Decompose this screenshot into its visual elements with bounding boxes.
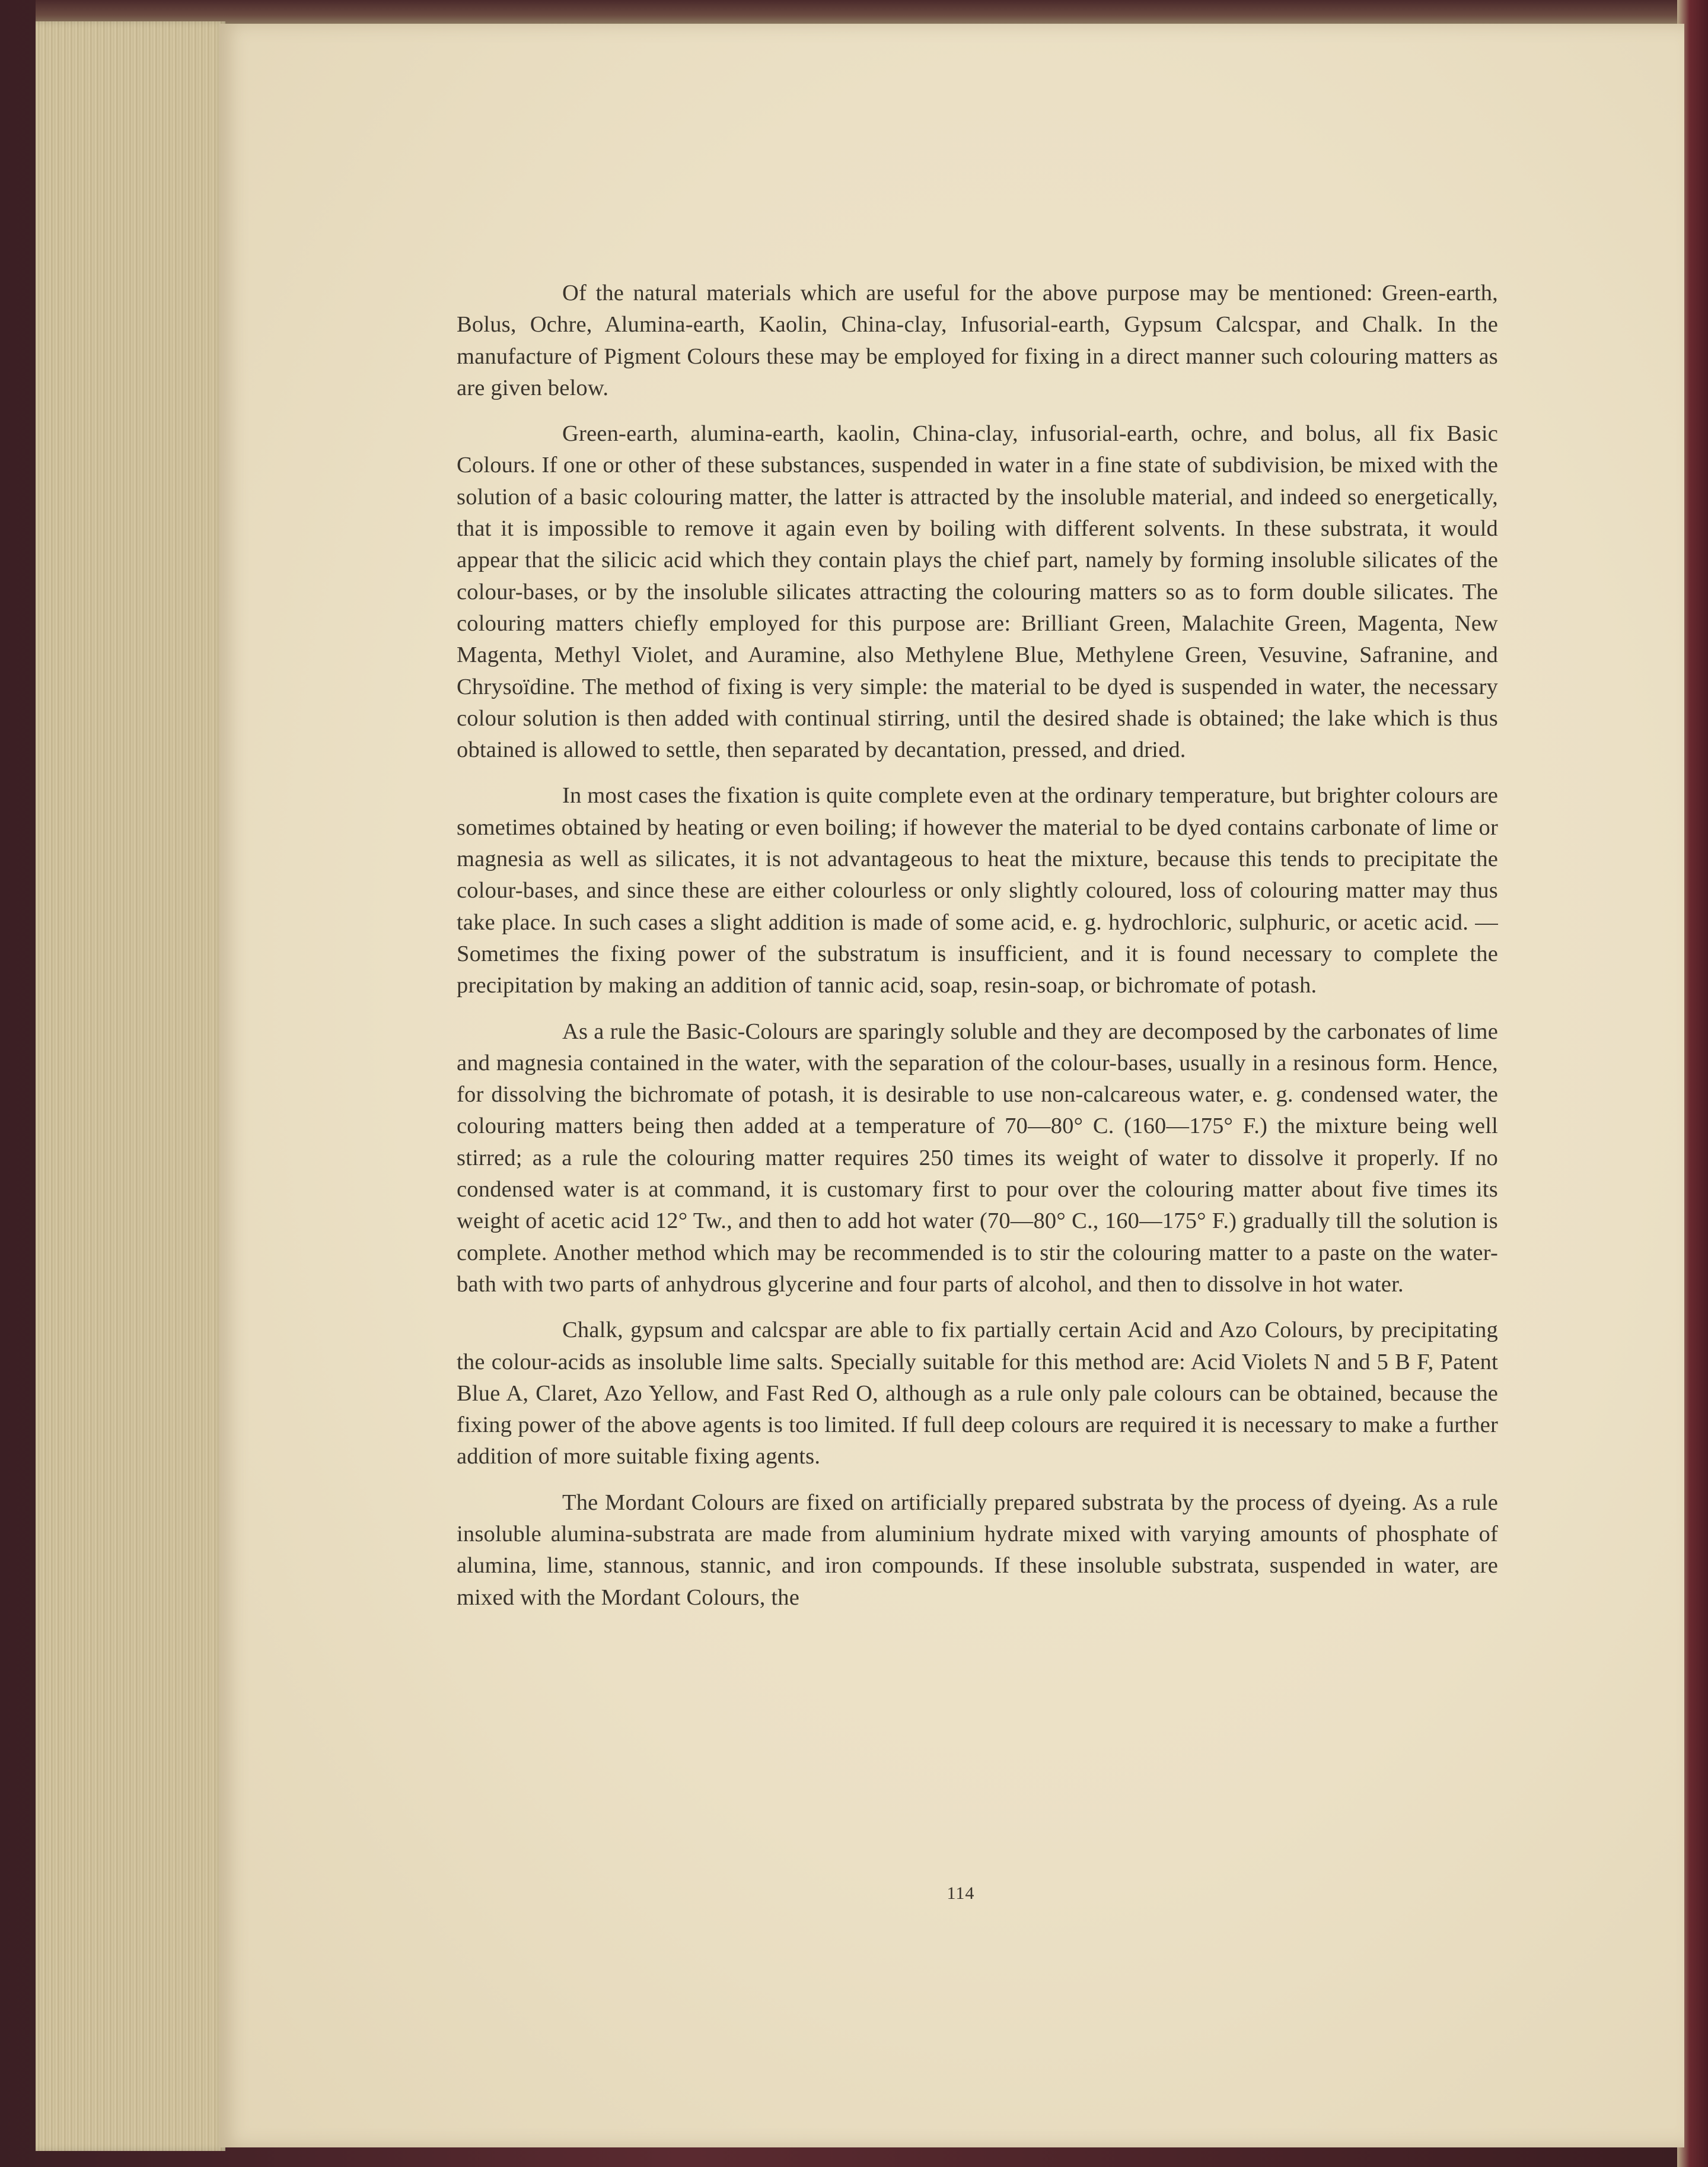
paragraph-6: The Mordant Colours are fixed on artificially prepared substrata by the process of dyeing. As a rule insoluble alumina-substrata are made from aluminium hydrate mixed with varying amounts of phosphate of alumina, lime, stannous, stannic, and iron compounds. If these insoluble substrata, suspended in water, are mixed with the Mordant Colours, the	[457, 1490, 1498, 1610]
page-stack-edges	[36, 21, 225, 2151]
paragraph-3: In most cases the fixation is quite complete even at the ordinary temperature, but brighter colours are sometimes obtained by heating or even boiling; if however the material to be dyed contains carbonate of lime or magnesia as well as silicates, it is not advantageous to heat the mixture, because this tends to precipitate the colour-bases, and since these are either colourless or only slightly coloured, loss of colouring matter may thus take place. In such cases a slight addition is made of some acid, e. g. hydrochloric, sulphuric, or acetic acid. — Sometimes the fixing power of the substratum is insufficient, and it is found necessary to complete the precipitation by making an addition of tannic acid, soap, resin-soap, or bichromate of potash.	[457, 783, 1498, 998]
top-edge	[36, 0, 1684, 25]
paragraph-2: Green-earth, alumina-earth, kaolin, China-clay, infusorial-earth, ochre, and bolus, all fix Basic Colours. If one or other of these substances, suspended in water in a fine state of subdivision, be mixed with the solution of a basic colouring matter, the latter is attracted by the insoluble material, and indeed so energetically, that it is impossible to remove it again even by boiling with different solvents. In these substrata, it would appear that the silicic acid which they contain plays the chief part, namely by forming insoluble silicates of the colour-bases, or by the insoluble silicates attracting the colouring matters so as to form double silicates. The colouring matters chiefly employed for this purpose are: Brilliant Green, Malachite Green, Magenta, New Magenta, Methyl Violet, and Auramine, also Methylene Blue, Methylene Green, Vesuvine, Safranine, and Chrysoïdine. The method of fixing is very simple: the material to be dyed is suspended in water, the necessary colour solution is then added with continual stirring, until the desired shade is obtained; the lake which is thus obtained is allowed to settle, then separated by decantation, pressed, and dried.	[457, 421, 1498, 763]
paragraph-5: Chalk, gypsum and calcspar are able to fix partially certain Acid and Azo Colours, by precipitating the colour-acids as insoluble lime salts. Specially suitable for this method are: Acid Violets N and 5 B F, Patent Blue A, Claret, Azo Yellow, and Fast Red O, although as a rule only pale colours can be obtained, because the fixing power of the above agents is too limited. If full deep colours are required it is necessary to make a further addition of more suitable fixing agents.	[457, 1318, 1498, 1469]
paragraph-1: Of the natural materials which are useful for the above purpose may be mentioned: Green-earth, Bolus, Ochre, Alumina-earth, Kaolin, China-clay, Infusorial-earth, Gypsum Calcspar, and Chalk. In the manufacture of Pigment Colours these may be employed for fixing in a direct manner such colouring matters as are given below.	[457, 281, 1498, 400]
page-number: 114	[947, 1883, 975, 1903]
paragraph-4: As a rule the Basic-Colours are sparingly soluble and they are decomposed by the carbonates of lime and magnesia contained in the water, with the separation of the colour-bases, usually in a resinous form. Hence, for dissolving the bichromate of potash, it is desirable to use non-calcareous water, e. g. condensed water, the colouring matters being then added at a temperature of 70—80° C. (160—175° F.) the mixture being well stirred; as a rule the colouring matter requires 250 times its weight of water to dissolve it properly. If no condensed water is at command, it is customary first to pour over the colouring matter about five times its weight of acetic acid 12° Tw., and then to add hot water (70—80° C., 160—175° F.) gradually till the solution is complete. Another method which may be recommended is to stir the colouring matter to a paste on the water-bath with two parts of anhydrous glycerine and four parts of alcohol, and then to dissolve in hot water.	[457, 1019, 1498, 1297]
body-text	[457, 278, 1498, 1628]
